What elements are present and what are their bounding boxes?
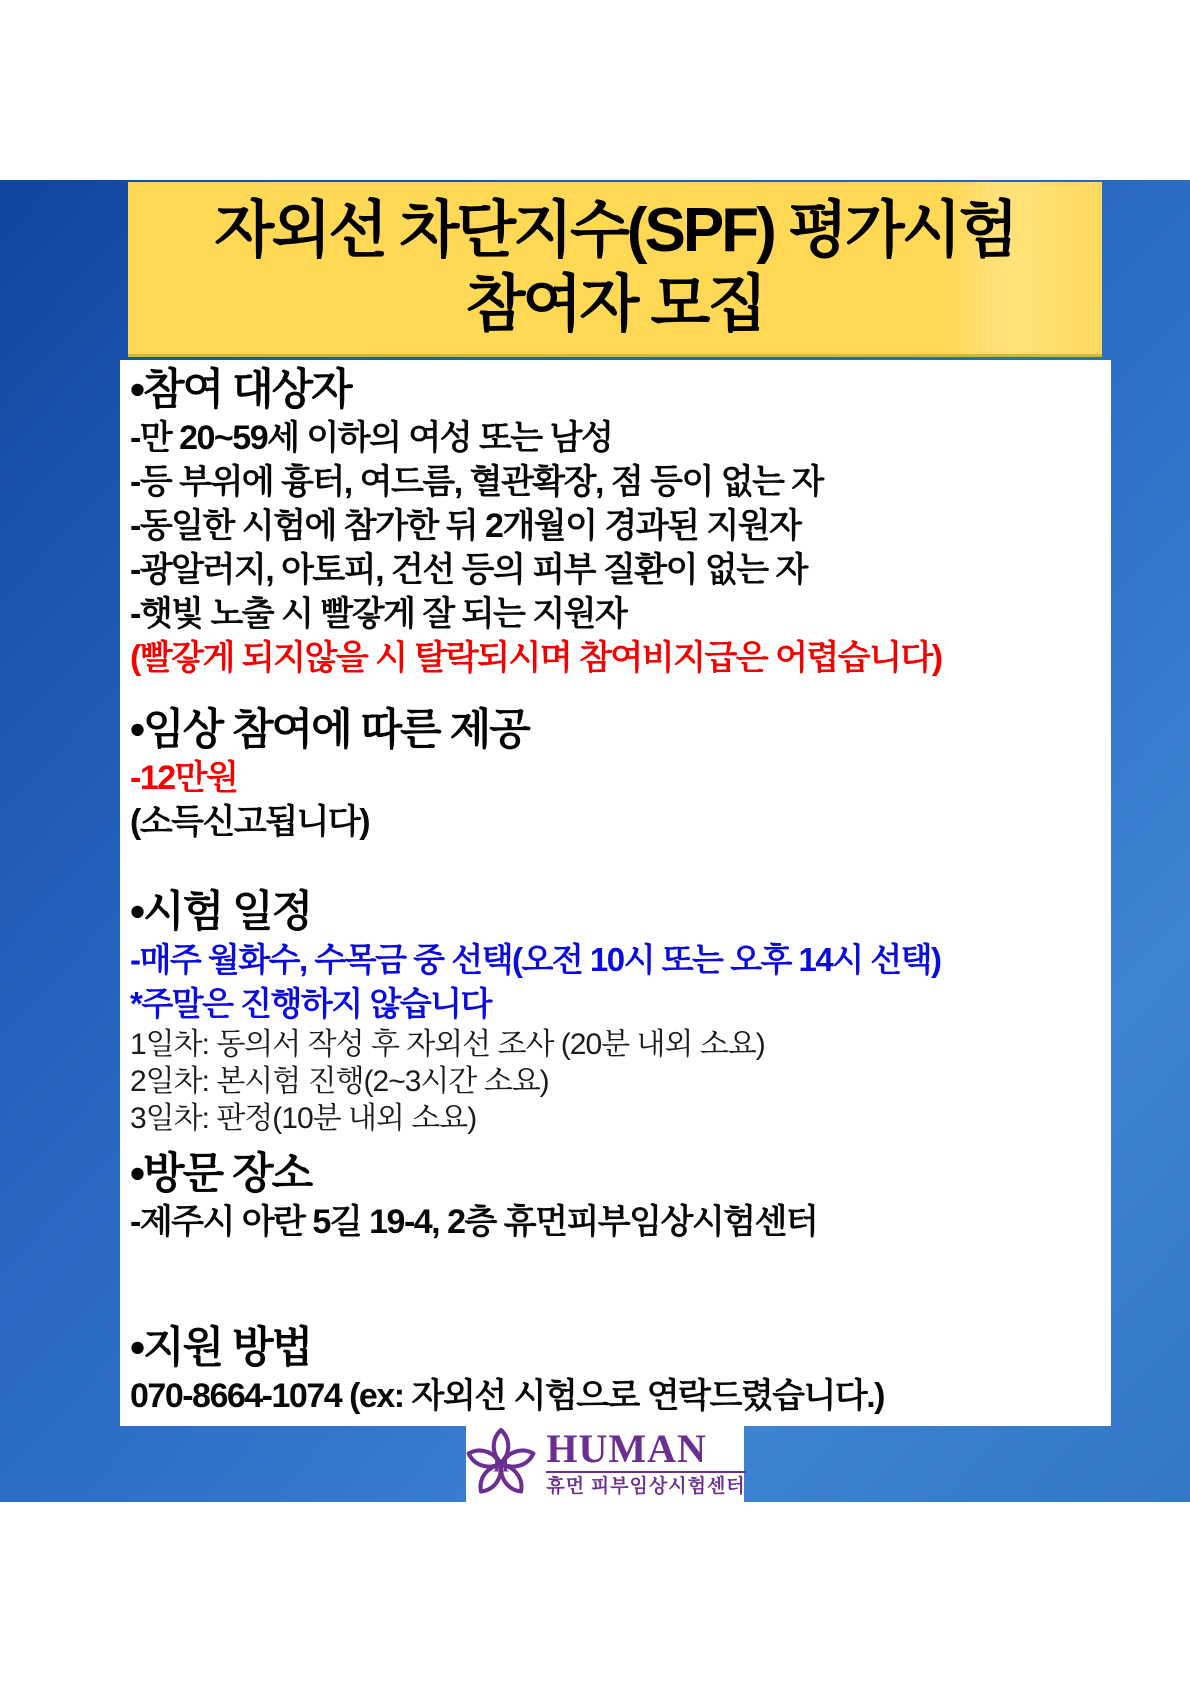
apply-heading: •지원 방법 [130,1324,312,1372]
schedule-weekend-note: *주말은 진행하지 않습니다 [130,985,491,1022]
logo-text [546,1426,746,1499]
location-heading: •방문 장소 [130,1150,312,1198]
schedule-day: 3일차: 판정(10분 내외 소요) [130,1102,477,1135]
participants-line: -동일한 시험에 참가한 뒤 2개월이 경과된 지원자 [130,507,801,545]
participants-line: -만 20~59세 이하의 여성 또는 남성 [130,419,613,457]
participants-heading: •참여 대상자 [130,366,351,414]
content-panel [120,360,1111,1426]
participants-line: -등 부위에 흉터, 여드름, 혈관확장, 점 등이 없는 자 [130,463,823,501]
logo-subtitle: 휴먼 피부임상시험센터 [546,1471,745,1499]
compensation-note: (소득신고됩니다) [130,803,370,841]
participants-warning: (빨갛게 되지않을 시 탈락되시며 참여비지급은 어렵습니다) [130,639,942,677]
apply-contact: 070-8664-1074 (ex: 자외선 시험으로 연락드렸습니다.) [130,1377,884,1415]
participants-line: -햇빛 노출 시 빨갛게 잘 되는 지원자 [130,595,627,633]
schedule-selection: -매주 월화수, 수목금 중 선택(오전 10시 또는 오후 14시 선택) [130,941,941,978]
flower-logo-icon [464,1427,538,1501]
schedule-day: 1일차: 동의서 작성 후 자외선 조사 (20분 내외 소요) [130,1028,765,1061]
compensation-amount: -12만원 [130,759,238,797]
schedule-heading: •시험 일정 [130,888,312,936]
compensation-heading: •임상 참여에 따른 제공 [130,706,529,754]
schedule-day: 2일차: 본시험 진행(2~3시간 소요) [130,1065,549,1098]
location-address: -제주시 아란 5길 19-4, 2층 휴먼피부임상시험센터 [130,1203,818,1241]
title-banner [128,182,1102,357]
poster-title-line1: 자외선 차단지수(SPF) 평가시험 [214,196,1016,265]
poster-title-line2: 참여자 모집 [465,270,765,339]
logo [466,1424,744,1504]
flower-letter: H [493,1454,510,1477]
logo-name: HUMAN [546,1426,707,1471]
participants-line: -광알러지, 아토피, 건선 등의 피부 질환이 없는 자 [130,551,807,589]
